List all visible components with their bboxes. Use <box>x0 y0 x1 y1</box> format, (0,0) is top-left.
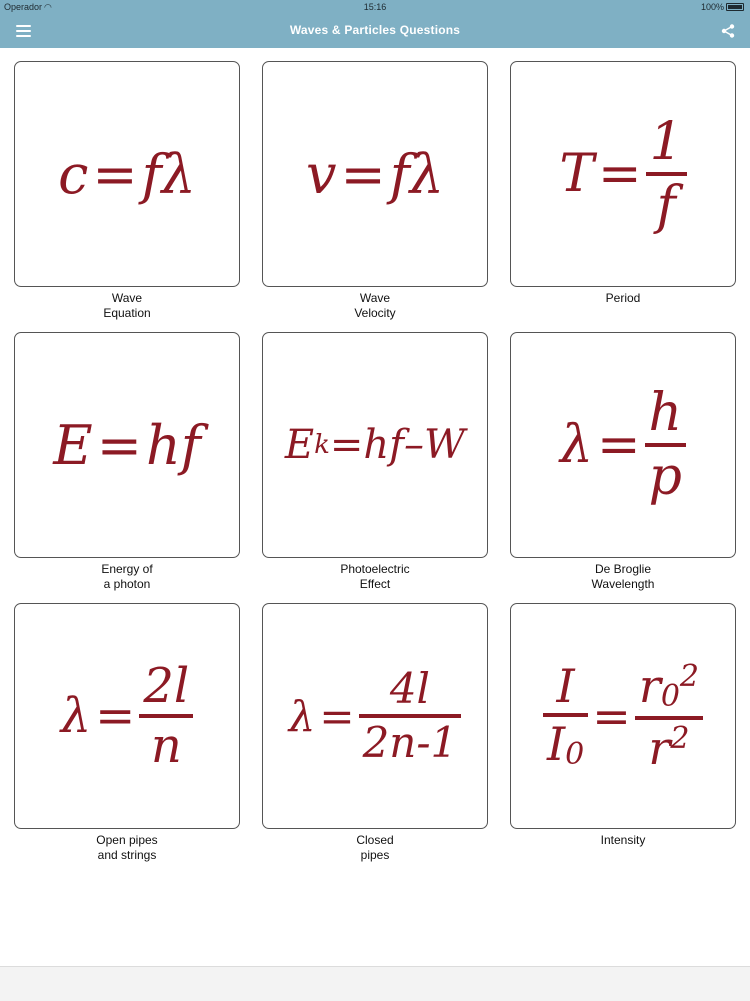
formula-card[interactable] <box>14 603 240 829</box>
card-label: Wave Velocity <box>354 291 396 320</box>
card-closed-pipes[interactable] <box>262 603 488 863</box>
formula-card[interactable] <box>262 603 488 829</box>
card-wave-equation[interactable] <box>14 61 240 321</box>
formula-card[interactable] <box>14 61 240 287</box>
battery-icon <box>726 3 744 11</box>
share-icon[interactable] <box>720 23 736 39</box>
formula-card[interactable] <box>510 61 736 287</box>
formula-card[interactable] <box>510 603 736 829</box>
card-photoelectric-effect[interactable] <box>262 332 488 592</box>
page-title: Waves & Particles Questions <box>289 23 461 37</box>
formula-display: λ = $\frac{h}{p}$ <box>511 333 735 557</box>
formula-display: λ = $\frac{4l}{2n-1}$ <box>263 604 487 828</box>
card-label: Period <box>605 291 641 305</box>
card-label: Closed pipes <box>356 833 394 862</box>
formula-display: $\frac{I}{I0}$ = $\frac{r0^2}{r^2}$ <box>511 604 735 828</box>
wifi-icon: ◠ <box>44 2 52 12</box>
card-label: Wave Equation <box>103 291 151 320</box>
card-de-broglie-wavelength[interactable] <box>510 332 736 592</box>
card-energy-of-photon[interactable] <box>14 332 240 592</box>
formula-card[interactable] <box>14 332 240 558</box>
formula-card[interactable] <box>262 61 488 287</box>
bottom-bar <box>0 966 750 1001</box>
card-label: Photoelectric Effect <box>340 562 410 591</box>
nav-bar <box>0 14 750 48</box>
formula-display: v = fλ <box>306 142 444 206</box>
carrier-label: Operador ◠ <box>4 2 52 12</box>
formula-display: E k =hf–W <box>284 422 466 468</box>
formula-card[interactable] <box>510 332 736 558</box>
card-label: De Broglie Wavelength <box>591 562 655 591</box>
status-bar <box>0 0 750 14</box>
card-label: Open pipes and strings <box>96 833 158 862</box>
card-label: Energy of a photon <box>101 562 153 591</box>
status-time: 15:16 <box>363 2 387 12</box>
card-label: Intensity <box>600 833 646 847</box>
card-wave-velocity[interactable] <box>262 61 488 321</box>
card-intensity[interactable] <box>510 603 736 848</box>
formula-display: E = hf <box>53 413 201 477</box>
card-open-pipes-strings[interactable] <box>14 603 240 863</box>
battery-status: 100% <box>701 2 744 12</box>
formula-card[interactable] <box>262 332 488 558</box>
formula-display: λ = $\frac{2l}{n}$ <box>15 604 239 828</box>
formula-display: T = $\frac{1}{f}$ <box>511 62 735 286</box>
card-period[interactable] <box>510 61 736 306</box>
formula-display: c = fλ <box>58 142 196 206</box>
